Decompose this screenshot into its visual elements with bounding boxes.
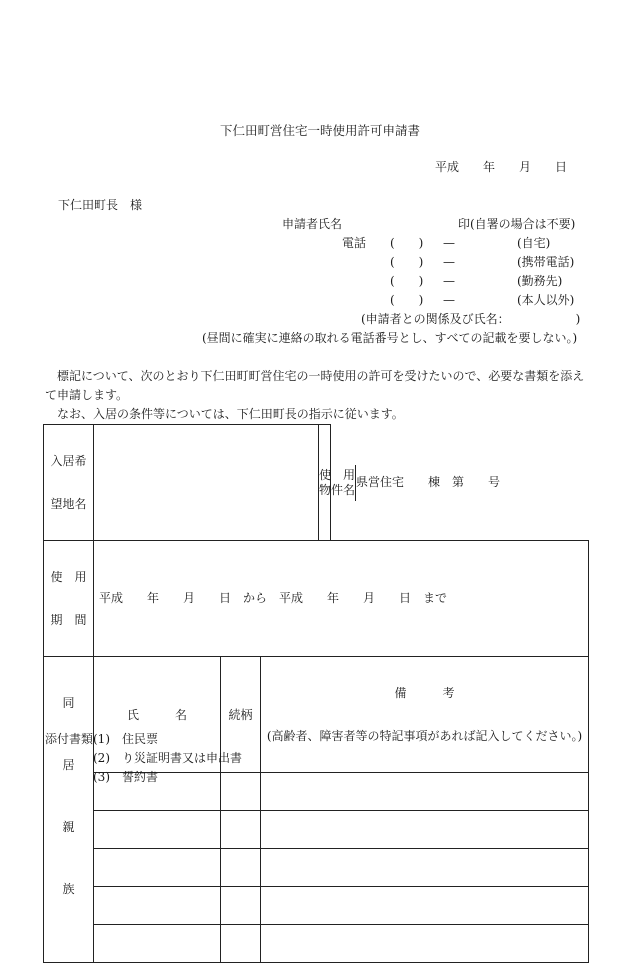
family-remarks-cell[interactable] (261, 887, 589, 925)
family-remarks-cell[interactable] (261, 773, 589, 811)
family-remarks-cell[interactable] (261, 849, 589, 887)
wish-label-cell (44, 425, 94, 541)
period-label-1: 使 用 (50, 569, 87, 584)
phone-dash: — (443, 274, 455, 288)
family-char: 族 (62, 881, 75, 896)
family-relation-cell[interactable] (221, 773, 261, 811)
body-line-1: 標記について、次のとおり下仁田町町営住宅の一時使用の許可を受けたいので、必要な書類を添え (57, 369, 585, 383)
property-label-1: 使 用 (319, 468, 356, 483)
phone-kind: (本人以外) (517, 293, 575, 307)
family-char: 居 (62, 757, 75, 772)
col-relation-header: 続柄 (221, 657, 261, 773)
relation-line: (申請者との関係及び氏名： ) (361, 312, 581, 326)
body-line-3: なお、入居の条件等については、下仁田町長の指示に従います。 (57, 407, 404, 421)
document-title: 下仁田町営住宅一時使用許可申請書 (220, 123, 421, 138)
body-line-2: て申請します。 (45, 388, 129, 402)
family-char: 同 (62, 696, 75, 711)
applicant-name-label: 申請者氏名 (282, 217, 343, 231)
phone-kind: (自宅) (517, 236, 551, 250)
col-remarks-title: 備 考 (394, 686, 455, 701)
period-row (44, 541, 589, 657)
wish-value[interactable] (94, 425, 319, 541)
family-label-cell (44, 657, 94, 963)
phone-kind: (勤務先) (517, 274, 563, 288)
date-line: 平成 年 月 日 (435, 160, 568, 174)
attachment-item-3: (3) 誓約書 (93, 770, 158, 784)
family-remarks-cell[interactable] (261, 811, 589, 849)
phone-kind: (携帯電話) (517, 255, 575, 269)
addressee: 下仁田町長 様 (58, 198, 143, 212)
phone-dash: — (443, 236, 455, 250)
family-remarks-cell[interactable] (261, 925, 589, 963)
wish-row (44, 425, 589, 541)
family-row (44, 887, 589, 925)
family-name-cell[interactable] (94, 925, 221, 963)
wish-label-2: 望地名 (50, 496, 87, 511)
family-name-cell[interactable] (94, 811, 221, 849)
family-row (44, 925, 589, 963)
phone-paren: ( ) (390, 274, 424, 288)
col-remarks-note: (高齢者、障害者等の特記事項があれば記入してください。) (266, 729, 583, 744)
phone-label: 電話 (342, 236, 367, 250)
family-relation-cell[interactable] (221, 811, 261, 849)
property-label-2: 物件名 (319, 482, 356, 497)
phone-paren: ( ) (390, 236, 424, 250)
attachment-item-2: (2) り災証明書又は申出書 (93, 751, 242, 765)
application-table (43, 424, 589, 963)
phone-dash: — (443, 255, 455, 269)
phone-note: (昼間に確実に連絡の取れる電話番号とし、すべての記載を要しない。) (202, 331, 578, 345)
wish-label-1: 入居希 (50, 453, 87, 468)
phone-dash: — (443, 293, 455, 307)
family-row (44, 811, 589, 849)
family-relation-cell[interactable] (221, 925, 261, 963)
family-name-cell[interactable] (94, 849, 221, 887)
family-row (44, 849, 589, 887)
property-label (319, 465, 356, 501)
attachment-label: 添付書類(1) 住民票 (45, 732, 158, 746)
seal-note: 印(自署の場合は不要) (458, 217, 576, 231)
period-label-2: 期 間 (50, 613, 87, 628)
period-label-cell (44, 541, 94, 657)
phone-paren: ( ) (390, 293, 424, 307)
family-name-cell[interactable] (94, 887, 221, 925)
phone-paren: ( ) (390, 255, 424, 269)
period-value[interactable]: 平成 年 月 日 から 平成 年 月 日 まで (94, 541, 589, 657)
property-value[interactable]: 県営住宅 棟 第 号 (356, 475, 501, 490)
family-relation-cell[interactable] (221, 887, 261, 925)
col-remarks-header (261, 657, 589, 773)
property-cell (319, 425, 501, 541)
family-char: 親 (62, 819, 75, 834)
col-name-header: 氏 名 (94, 657, 221, 773)
family-relation-cell[interactable] (221, 849, 261, 887)
